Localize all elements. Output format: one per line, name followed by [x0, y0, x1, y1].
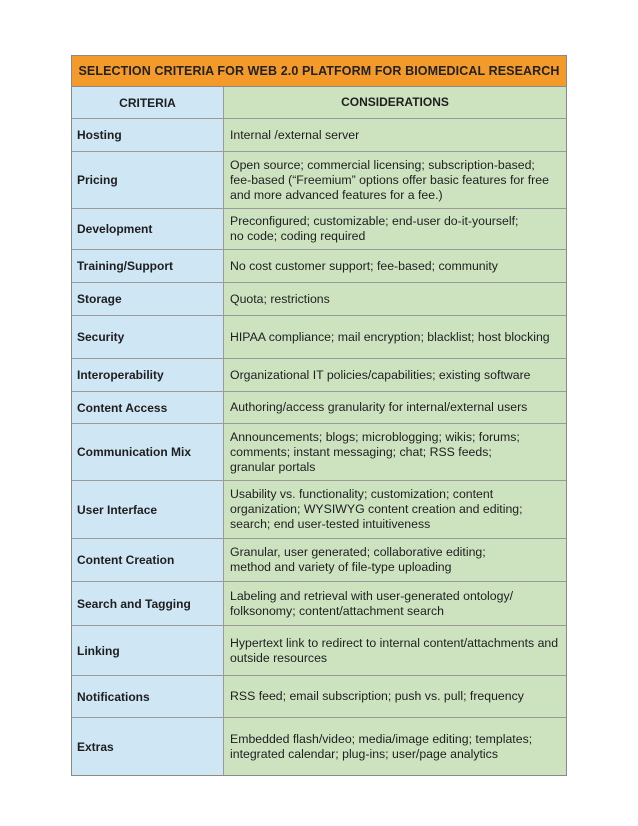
criteria-cell: User Interface — [72, 481, 224, 538]
table-row — [72, 316, 566, 359]
criteria-cell: Pricing — [72, 152, 224, 208]
considerations-cell: Organizational IT policies/capabilities; existing software — [224, 359, 566, 391]
considerations-cell: Authoring/access granularity for internal/external users — [224, 392, 566, 423]
table-row — [72, 250, 566, 283]
criteria-header: CRITERIA — [72, 87, 224, 118]
table-row — [72, 582, 566, 626]
table-title: SELECTION CRITERIA FOR WEB 2.0 PLATFORM FOR BIOMEDICAL RESEARCH — [72, 56, 566, 87]
criteria-cell: Content Creation — [72, 539, 224, 581]
considerations-cell: Quota; restrictions — [224, 283, 566, 315]
criteria-cell: Storage — [72, 283, 224, 315]
considerations-cell: Labeling and retrieval with user-generated ontology/ folksonomy; content/attachment search — [224, 582, 566, 625]
criteria-cell: Notifications — [72, 676, 224, 717]
criteria-cell: Linking — [72, 626, 224, 675]
criteria-cell: Search and Tagging — [72, 582, 224, 625]
table-row — [72, 539, 566, 582]
table-row — [72, 718, 566, 775]
considerations-cell: HIPAA compliance; mail encryption; blacklist; host blocking — [224, 316, 566, 358]
considerations-cell: Internal /external server — [224, 119, 566, 151]
criteria-cell: Development — [72, 209, 224, 249]
table-row — [72, 481, 566, 539]
criteria-cell: Content Access — [72, 392, 224, 423]
considerations-cell: Preconfigured; customizable; end-user do-it-yourself; no code; coding required — [224, 209, 566, 249]
considerations-cell: No cost customer support; fee-based; community — [224, 250, 566, 282]
table-row — [72, 152, 566, 209]
table-row — [72, 209, 566, 250]
criteria-cell: Security — [72, 316, 224, 358]
criteria-cell: Interoperability — [72, 359, 224, 391]
table-row — [72, 283, 566, 316]
criteria-cell: Hosting — [72, 119, 224, 151]
criteria-table — [71, 55, 567, 776]
table-row — [72, 359, 566, 392]
considerations-cell: Granular, user generated; collaborative editing; method and variety of file-type uploading — [224, 539, 566, 581]
criteria-cell: Communication Mix — [72, 424, 224, 480]
criteria-cell: Training/Support — [72, 250, 224, 282]
considerations-header: CONSIDERATIONS — [224, 87, 566, 118]
considerations-cell: Open source; commercial licensing; subscription-based; fee-based (“Freemium” options offer basic features for free and more advanced features for a fee.) — [224, 152, 566, 208]
considerations-cell: Hypertext link to redirect to internal content/attachments and outside resources — [224, 626, 566, 675]
considerations-cell: RSS feed; email subscription; push vs. pull; frequency — [224, 676, 566, 717]
considerations-cell: Usability vs. functionality; customization; content organization; WYSIWYG content creation and editing; search; end user-tested intuitiveness — [224, 481, 566, 538]
table-row — [72, 392, 566, 424]
table-row — [72, 676, 566, 718]
considerations-cell: Announcements; blogs; microblogging; wikis; forums; comments; instant messaging; chat; RSS feeds; granular portals — [224, 424, 566, 480]
table-row — [72, 626, 566, 676]
header-row — [72, 87, 566, 119]
table-row — [72, 424, 566, 481]
considerations-cell: Embedded flash/video; media/image editing; templates; integrated calendar; plug-ins; user/page analytics — [224, 718, 566, 775]
criteria-cell: Extras — [72, 718, 224, 775]
table-row — [72, 119, 566, 152]
